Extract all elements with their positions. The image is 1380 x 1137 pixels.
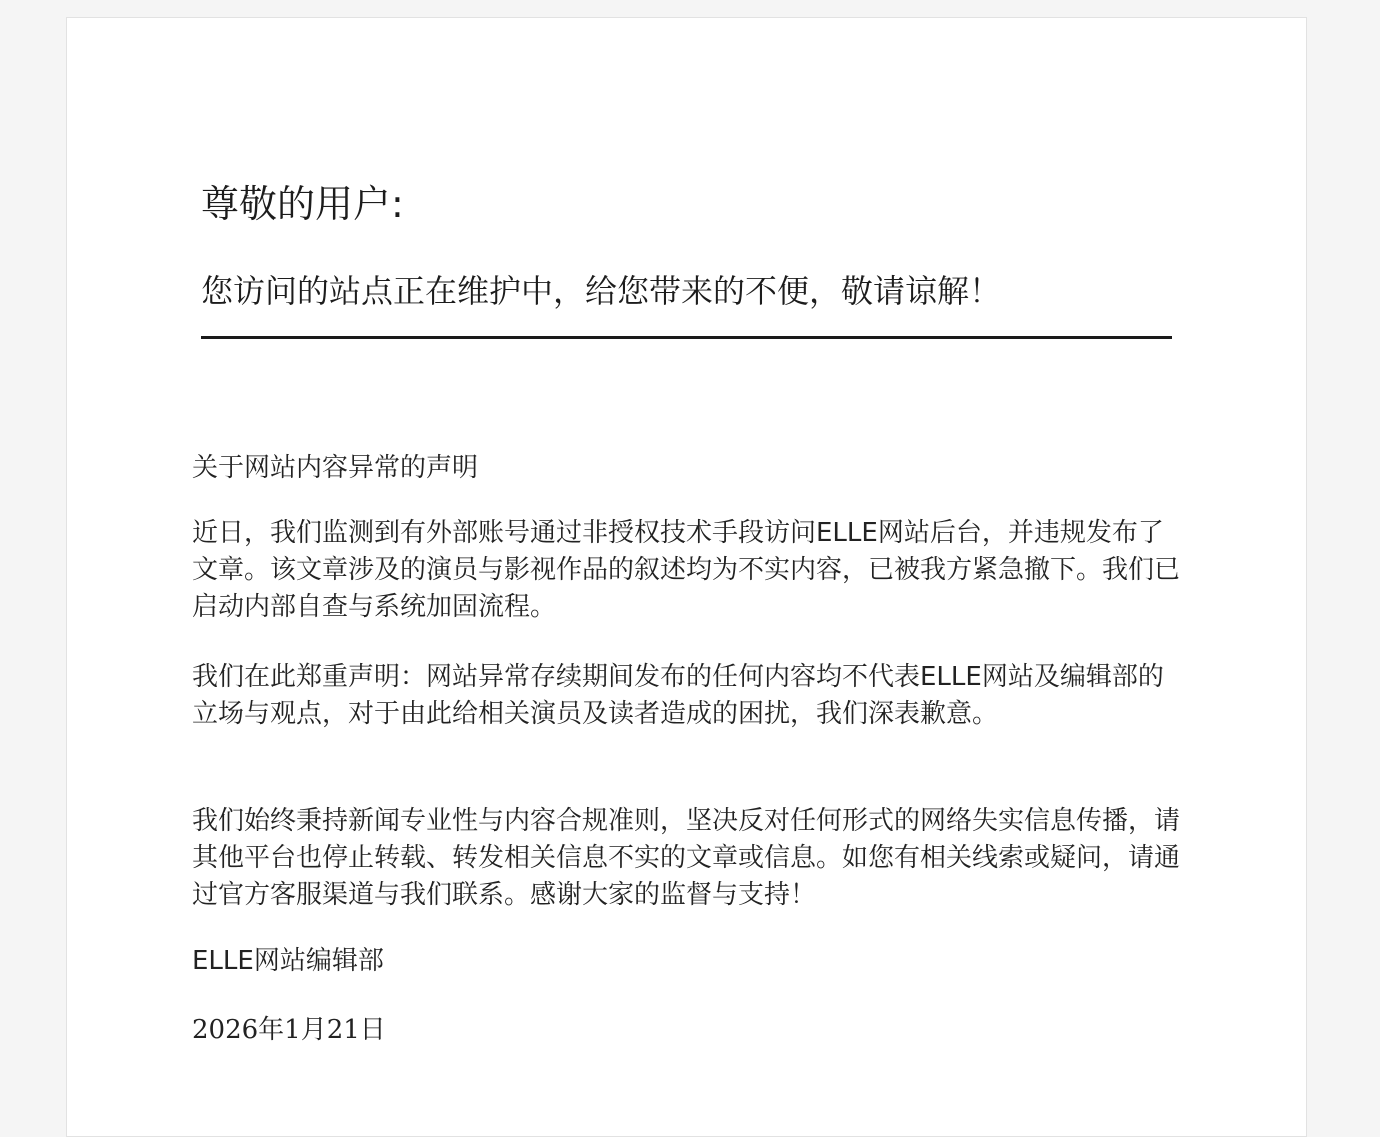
- statement-paragraph-3: 我们始终秉持新闻专业性与内容合规准则，坚决反对任何形式的网络失实信息传播，请其他平台也停止转载、转发相关信息不实的文章或信息。如您有相关线索或疑问，请通过官方客服渠道与我们联系。感谢大家的监督与支持！: [192, 806, 1181, 910]
- statement-paragraph-2: 我们在此郑重声明：网站异常存续期间发布的任何内容均不代表ELLE网站及编辑部的立场与观点，对于由此给相关演员及读者造成的困扰，我们深表歉意。: [192, 662, 1164, 729]
- statement-date: 2026年1月21日: [192, 1015, 386, 1045]
- statement-title: 关于网站内容异常的声明: [192, 453, 479, 483]
- maintenance-notice: 您访问的站点正在维护中，给您带来的不便，敬请谅解！: [201, 272, 1002, 310]
- maintenance-page: [66, 17, 1307, 1137]
- greeting-heading: 尊敬的用户:: [201, 182, 404, 226]
- statement-paragraph-1: 近日，我们监测到有外部账号通过非授权技术手段访问ELLE网站后台，并违规发布了文章。该文章涉及的演员与影视作品的叙述均为不实内容，已被我方紧急撤下。我们已启动内部自查与系统加固流程。: [192, 518, 1181, 622]
- statement-signature: ELLE网站编辑部: [192, 946, 384, 976]
- divider-line: [201, 336, 1172, 339]
